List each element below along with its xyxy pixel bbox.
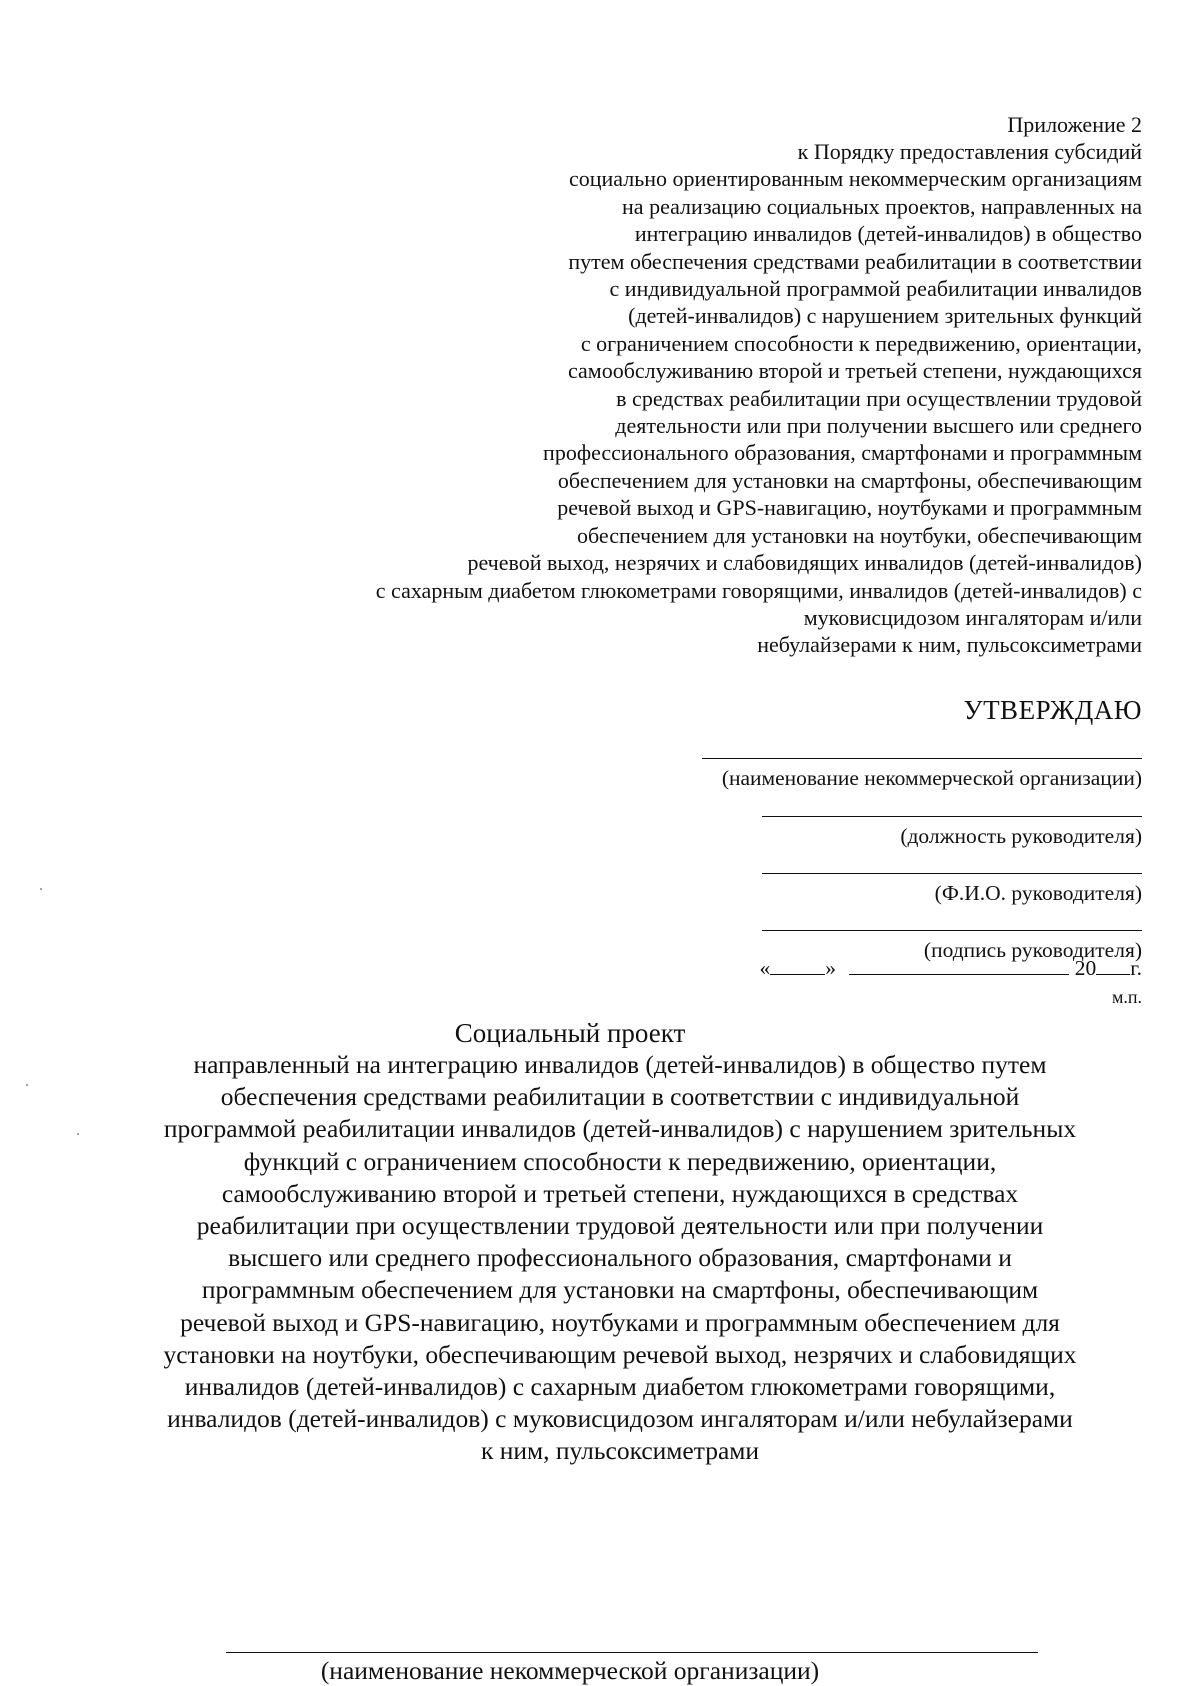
- appendix-header: [260, 111, 1142, 659]
- name-caption: (Ф.И.О. руководителя): [934, 881, 1142, 905]
- approval-position-field: [762, 815, 1142, 849]
- date-close-quote: »: [825, 956, 836, 980]
- approval-heading: УТВЕРЖДАЮ: [963, 695, 1142, 725]
- appendix-text: [260, 138, 1142, 659]
- appendix-line: речевой выход, незрячих и слабовидящих инвалидов (детей-инвалидов): [467, 550, 1142, 576]
- date-year-blank: [1096, 956, 1130, 975]
- project-line: направленный на интеграцию инвалидов (детей-инвалидов) в общество путем: [193, 1050, 1047, 1079]
- project-line: программным обеспечением для установки на смартфоны, обеспечивающим: [201, 1275, 1039, 1305]
- appendix-line: на реализацию социальных проектов, направленных на: [622, 193, 1142, 219]
- appendix-title: Приложение 2: [1007, 112, 1142, 137]
- date-open-quote: «: [759, 956, 771, 980]
- project-line: установки на ноутбуки, обеспечивающим речевой выход, незрячих и слабовидящих: [163, 1339, 1077, 1369]
- appendix-line: обеспечением для установки на смартфоны, обеспечивающим: [557, 467, 1142, 493]
- appendix-line: с сахарным диабетом глюкометрами говорящими, инвалидов (детей-инвалидов) с: [375, 577, 1142, 603]
- signature-caption: (подпись руководителя): [923, 938, 1142, 962]
- org-name-line: [702, 757, 1142, 759]
- appendix-line: интеграцию инвалидов (детей-инвалидов) в общество: [634, 221, 1142, 247]
- appendix-line: (детей-инвалидов) с нарушением зрительных функций: [628, 303, 1142, 329]
- project-line: речевой выход и GPS-навигацию, ноутбуками и программным обеспечением для: [180, 1307, 1060, 1337]
- appendix-line: муковисцидозом ингаляторам и/или: [803, 604, 1142, 630]
- appendix-line: небулайзерами к ним, пульсоксиметрами: [757, 632, 1142, 658]
- project-org-line: [226, 1652, 1038, 1653]
- date-day-blank: [770, 956, 825, 975]
- project-title: Социальный проект: [454, 1018, 686, 1048]
- org-name-caption: (наименование некоммерческой организации): [721, 766, 1142, 790]
- appendix-line: социально ориентированным некоммерческим организациям: [568, 166, 1142, 192]
- name-line: [762, 872, 1142, 874]
- appendix-line: самообслуживанию второй и третьей степени, нуждающихся: [568, 358, 1142, 384]
- project-description: [100, 1049, 1140, 1468]
- appendix-line: профессионального образования, смартфонами и программным: [543, 440, 1142, 466]
- project-line: инвалидов (детей-инвалидов) с муковисцидозом ингаляторам и/или небулайзерами: [167, 1404, 1073, 1434]
- date-month-blank: [849, 956, 1069, 975]
- scan-speck: [40, 888, 42, 890]
- scan-speck: [26, 1084, 28, 1086]
- project-line: обеспечения средствами реабилитации в соответствии с индивидуальной: [220, 1082, 1020, 1112]
- project-line: высшего или среднего профессионального образования, смартфонами и: [228, 1243, 1012, 1273]
- signature-line: [762, 929, 1142, 931]
- project-line: самообслуживанию второй и третьей степени, нуждающихся в средствах: [221, 1178, 1019, 1208]
- project-line: функций с ограничением способности к передвижению, ориентации,: [243, 1146, 997, 1176]
- appendix-line: к Порядку предоставления субсидий: [797, 139, 1142, 164]
- scan-speck: [77, 1133, 79, 1135]
- position-caption: (должность руководителя): [900, 824, 1142, 848]
- stamp-label: м.п.: [1111, 987, 1142, 1007]
- project-line: реабилитации при осуществлении трудовой деятельности или при получении: [196, 1211, 1044, 1241]
- approval-name-field: [762, 872, 1142, 906]
- approval-date: [759, 955, 1142, 981]
- appendix-line: обеспечением для установки на ноутбуки, обеспечивающим: [576, 522, 1142, 548]
- position-line: [762, 815, 1142, 817]
- project-line: программой реабилитации инвалидов (детей-инвалидов) с нарушением зрительных: [163, 1114, 1077, 1144]
- project-line: инвалидов (детей-инвалидов) с сахарным диабетом глюкометрами говорящими,: [184, 1372, 1056, 1402]
- appendix-line: речевой выход и GPS-навигацию, ноутбуками и программным: [557, 495, 1142, 521]
- appendix-line: с ограничением способности к передвижению, ориентации,: [580, 330, 1142, 356]
- appendix-line: деятельности или при получении высшего или среднего: [615, 413, 1142, 439]
- appendix-line: в средствах реабилитации при осуществлении трудовой: [616, 385, 1142, 411]
- approval-org-field: [702, 757, 1142, 791]
- appendix-line: с индивидуальной программой реабилитации инвалидов: [609, 276, 1142, 302]
- date-year-suffix: г.: [1130, 956, 1142, 980]
- project-org-caption: (наименование некоммерческой организации): [320, 1656, 820, 1685]
- appendix-line: путем обеспечения средствами реабилитации в соответствии: [568, 248, 1142, 274]
- date-year-prefix: 20: [1074, 956, 1097, 980]
- project-line: к ним, пульсоксиметрами: [480, 1436, 760, 1466]
